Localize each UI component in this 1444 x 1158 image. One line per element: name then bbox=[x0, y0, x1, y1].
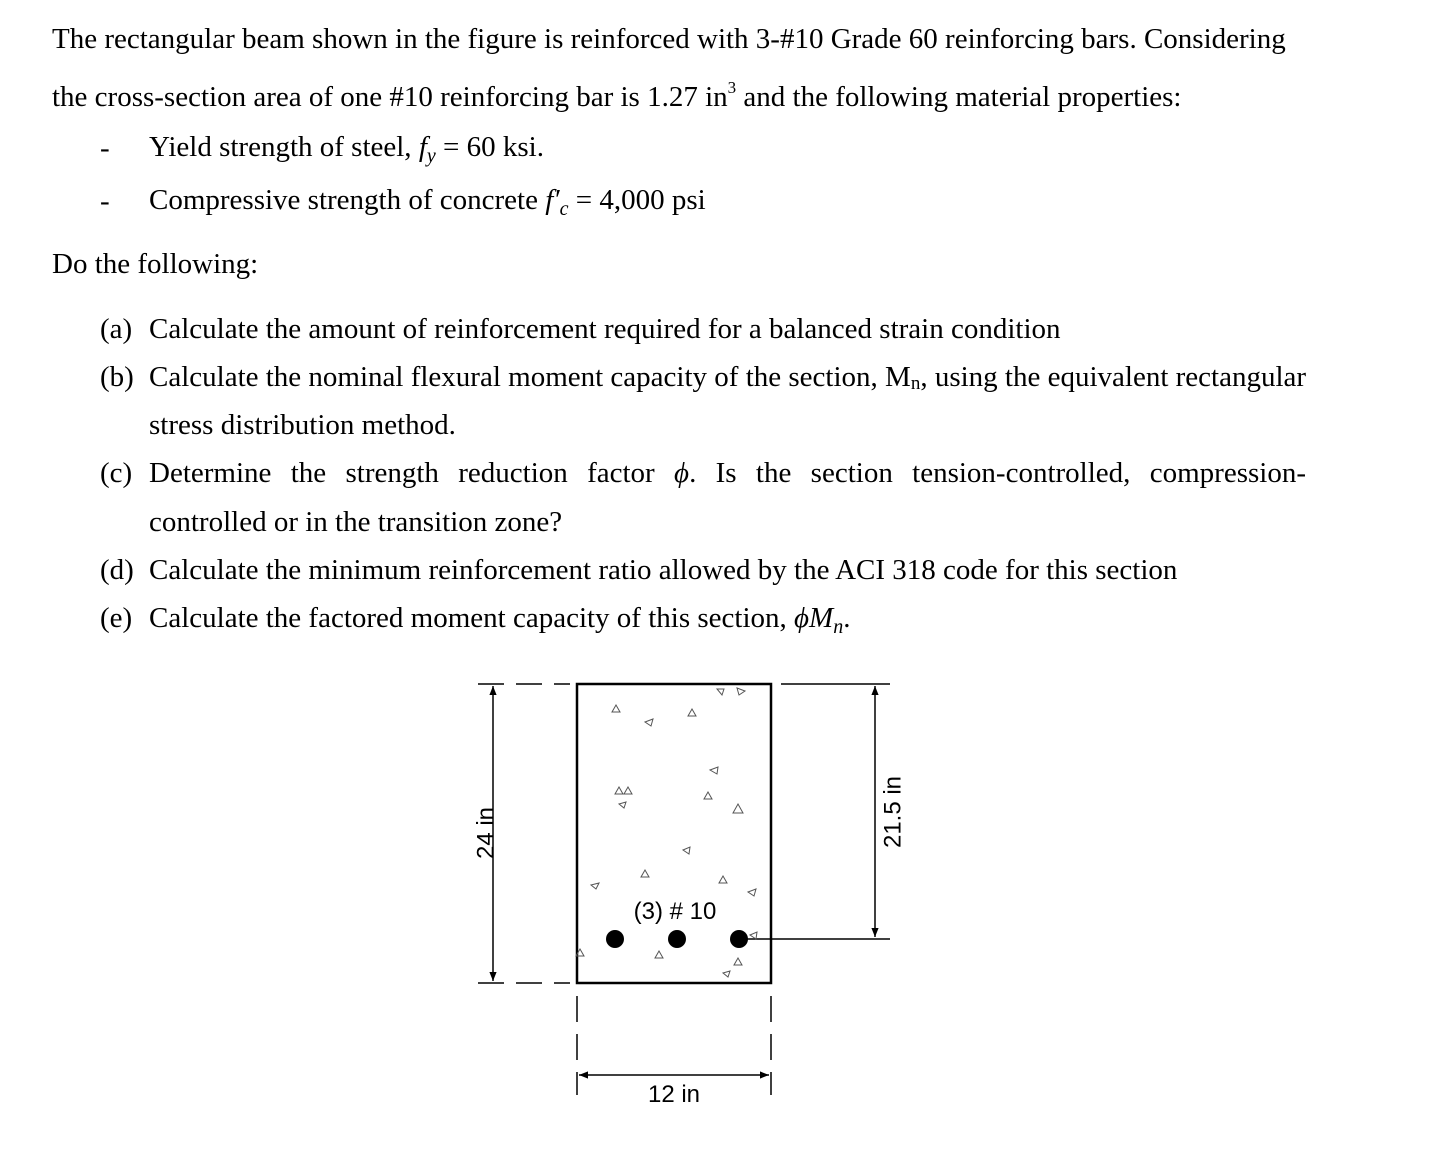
task-d-label: (d) bbox=[100, 554, 134, 586]
task-a-text: Calculate the amount of reinforcement required for a balanced strain condition bbox=[149, 313, 1061, 345]
height-label: 24 in bbox=[472, 806, 500, 860]
property-symbol: f bbox=[418, 131, 427, 163]
rebar-label: (3) # 10 bbox=[633, 898, 717, 925]
task-c-label: (c) bbox=[100, 457, 133, 489]
rebar-left bbox=[606, 930, 624, 948]
rebar-right bbox=[730, 930, 748, 948]
aggregate-mark bbox=[748, 889, 756, 896]
aggregate-mark bbox=[717, 689, 724, 695]
effective-depth-label: 21.5 in bbox=[879, 775, 907, 849]
property-value: = 60 ksi. bbox=[435, 131, 544, 163]
intro-line-2-text: the cross-section area of one #10 reinforcing bar is 1.27 in bbox=[52, 81, 728, 113]
aggregate-mark bbox=[645, 719, 653, 726]
task-c-text-tail: . Is the section tension-controlled, compression- bbox=[689, 457, 1306, 489]
aggregate-speckles bbox=[576, 688, 757, 977]
task-e-text-main: Calculate the factored moment capacity of this section, bbox=[149, 602, 795, 634]
aggregate-mark bbox=[615, 787, 623, 794]
aggregate-mark bbox=[719, 876, 727, 883]
task-c-line-2: controlled or in the transition zone? bbox=[149, 506, 563, 538]
property-label: Yield strength of steel, bbox=[149, 131, 419, 163]
task-c-text: Determine the strength reduction factor bbox=[149, 457, 675, 489]
task-e-period: . bbox=[843, 602, 851, 634]
aggregate-mark bbox=[591, 883, 599, 889]
task-e-subscript: n bbox=[833, 616, 844, 638]
aggregate-mark bbox=[710, 767, 718, 774]
task-a-label: (a) bbox=[100, 313, 133, 345]
phi-symbol: ϕ bbox=[674, 457, 690, 489]
do-heading: Do the following: bbox=[52, 248, 259, 280]
task-b-text: Calculate the nominal flexural moment capacity of the section, M bbox=[149, 361, 911, 393]
aggregate-mark bbox=[683, 847, 690, 854]
property-label: Compressive strength of concrete bbox=[149, 184, 546, 216]
property-bullet-1: - bbox=[100, 132, 110, 164]
task-b-subscript: n bbox=[910, 373, 921, 394]
aggregate-mark bbox=[734, 958, 742, 965]
aggregate-mark bbox=[723, 971, 730, 977]
task-b-label: (b) bbox=[100, 361, 134, 393]
aggregate-mark bbox=[733, 804, 743, 813]
task-e-label: (e) bbox=[100, 602, 133, 634]
intro-line-2-tail: and the following material properties: bbox=[736, 81, 1182, 113]
aggregate-mark bbox=[737, 688, 745, 695]
aggregate-mark bbox=[619, 802, 626, 808]
aggregate-mark bbox=[624, 787, 632, 794]
rebar-middle bbox=[668, 930, 686, 948]
cube-superscript: 3 bbox=[727, 78, 737, 97]
task-b-line-2: stress distribution method. bbox=[149, 409, 456, 441]
intro-line-1: The rectangular beam shown in the figure is reinforced with 3-#10 Grade 60 reinforcing bars. Considering bbox=[52, 23, 1286, 55]
property-symbol: f′ bbox=[545, 184, 560, 216]
task-b-text-tail: , using the equivalent rectangular bbox=[920, 361, 1307, 393]
aggregate-mark bbox=[704, 792, 712, 799]
aggregate-mark bbox=[641, 870, 649, 877]
property-subscript: c bbox=[559, 198, 569, 220]
aggregate-mark bbox=[612, 705, 620, 712]
property-subscript: y bbox=[426, 145, 436, 167]
aggregate-mark bbox=[655, 951, 663, 958]
aggregate-mark bbox=[688, 709, 696, 716]
phi-m-symbol: ϕM bbox=[794, 602, 834, 634]
property-value: = 4,000 psi bbox=[568, 184, 706, 216]
property-bullet-2: - bbox=[100, 185, 110, 217]
aggregate-mark bbox=[750, 932, 757, 939]
task-d-text: Calculate the minimum reinforcement ratio allowed by the ACI 318 code for this section bbox=[149, 554, 1178, 586]
width-label: 12 in bbox=[647, 1081, 701, 1108]
